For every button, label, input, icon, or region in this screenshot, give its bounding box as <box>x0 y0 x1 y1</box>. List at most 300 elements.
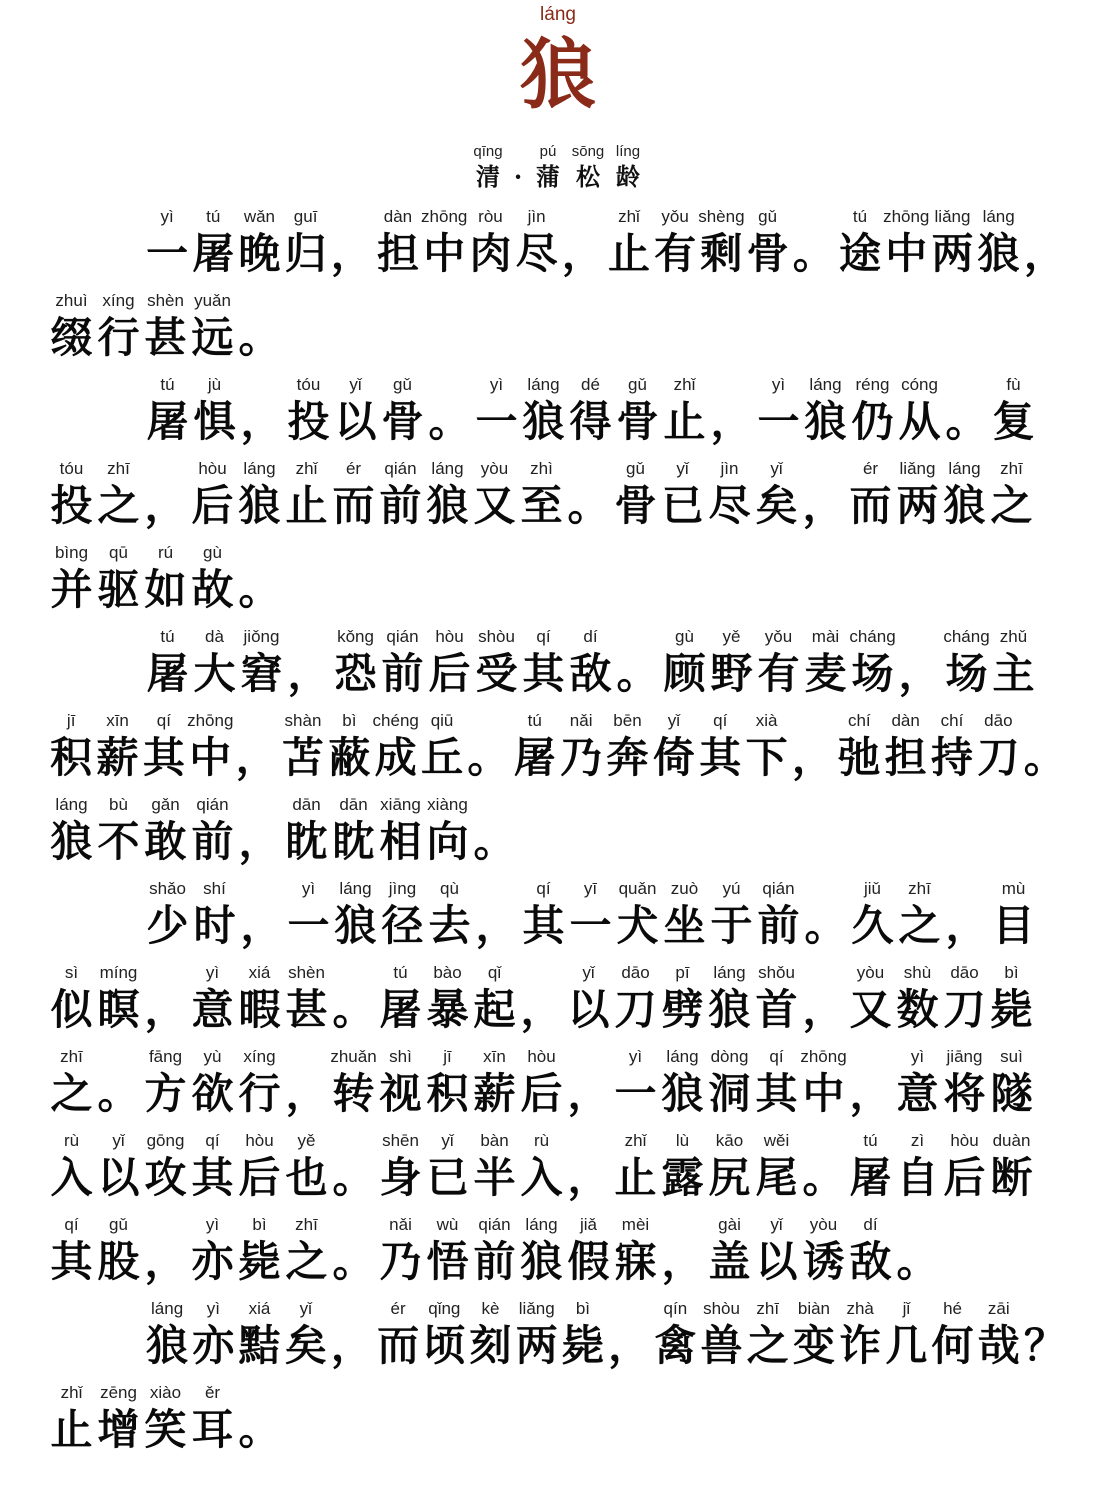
hanzi: 。 <box>332 1153 375 1202</box>
hanzi: 后 <box>238 1153 281 1202</box>
hanzi: 如 <box>144 565 187 614</box>
hanzi: 从 <box>898 397 941 446</box>
hanzi: 以 <box>97 1153 140 1202</box>
pinyin: zhī <box>908 879 931 898</box>
hanzi: 露 <box>661 1153 704 1202</box>
pinyin: nǎi <box>569 711 593 730</box>
punctuation <box>142 961 189 1035</box>
hanzi: 眈 <box>285 817 328 866</box>
poem-line <box>48 1213 1068 1297</box>
hanzi: 顷 <box>423 1321 466 1370</box>
hanzi-with-pinyin <box>48 1213 95 1287</box>
hanzi-with-pinyin <box>518 457 565 531</box>
hanzi-with-pinyin <box>847 457 894 531</box>
hanzi: 坐 <box>663 901 706 950</box>
author-char <box>611 142 645 192</box>
hanzi: 前 <box>379 481 422 530</box>
hanzi-with-pinyin <box>614 877 661 951</box>
hanzi-with-pinyin <box>332 877 379 951</box>
hanzi: 敢 <box>144 817 187 866</box>
hanzi: 增 <box>97 1405 140 1454</box>
hanzi-with-pinyin <box>377 1045 424 1119</box>
pinyin: dāo <box>950 963 979 982</box>
pinyin: dàn <box>891 711 920 730</box>
hanzi-with-pinyin <box>941 457 988 531</box>
hanzi: 屠 <box>849 1153 892 1202</box>
pinyin: jìng <box>388 879 417 898</box>
pinyin: cháng <box>943 627 990 646</box>
hanzi: ， <box>661 1237 704 1286</box>
pinyin: tú <box>527 711 542 730</box>
hanzi: 尽 <box>515 229 558 278</box>
punctuation <box>791 205 837 279</box>
hanzi: 几 <box>885 1321 928 1370</box>
poem-title: 狼 <box>520 30 596 119</box>
punctuation <box>943 877 990 951</box>
hanzi: 敌 <box>569 649 612 698</box>
hanzi-with-pinyin <box>612 1045 659 1119</box>
pinyin: hé <box>943 1299 963 1318</box>
pinyin: guī <box>293 207 318 226</box>
hanzi: 悟 <box>426 1237 469 1286</box>
hanzi: 场 <box>851 649 894 698</box>
hanzi-with-pinyin <box>142 289 189 363</box>
pinyin: xīn <box>106 711 129 730</box>
author-hanzi: 龄 <box>616 162 640 191</box>
hanzi: 亦 <box>191 1237 234 1286</box>
pinyin: fāng <box>148 1047 183 1066</box>
pinyin: yì <box>489 375 504 394</box>
hanzi-with-pinyin <box>236 1129 283 1203</box>
hanzi: ， <box>238 817 281 866</box>
hanzi: 以 <box>755 1237 798 1286</box>
hanzi: 仍 <box>851 397 894 446</box>
hanzi-with-pinyin <box>941 961 988 1035</box>
hanzi-with-pinyin <box>426 877 473 951</box>
pinyin: xiàng <box>427 795 468 814</box>
hanzi: 已 <box>426 1153 469 1202</box>
pinyin: yì <box>206 1299 220 1318</box>
pinyin: yòu <box>856 963 885 982</box>
hanzi-with-pinyin <box>567 625 614 699</box>
pinyin: réng <box>855 375 890 394</box>
hanzi: ， <box>608 1321 651 1370</box>
pinyin: qí <box>536 627 551 646</box>
pinyin: tóu <box>296 375 321 394</box>
poem-line <box>48 457 1068 541</box>
hanzi-with-pinyin <box>375 205 421 279</box>
pinyin: shèn <box>147 291 184 310</box>
pinyin: zuò <box>670 879 699 898</box>
pinyin: láng <box>809 375 842 394</box>
hanzi: 主 <box>992 649 1035 698</box>
hanzi: 诱 <box>802 1237 845 1286</box>
pinyin: gǔ <box>758 207 778 226</box>
pinyin: zhǐ <box>295 459 318 478</box>
hanzi: 投 <box>287 397 330 446</box>
hanzi: ？ <box>1023 1321 1066 1370</box>
hanzi: 似 <box>50 985 93 1034</box>
hanzi-with-pinyin <box>142 541 189 615</box>
author-hanzi: · <box>513 162 523 191</box>
hanzi-with-pinyin <box>520 373 567 447</box>
hanzi-with-pinyin <box>144 205 190 279</box>
hanzi-with-pinyin <box>800 1045 847 1119</box>
pinyin: shǒu <box>758 963 795 982</box>
hanzi: 狼 <box>146 1321 189 1370</box>
hanzi-with-pinyin <box>929 1297 975 1371</box>
hanzi-with-pinyin <box>706 457 753 531</box>
hanzi: 亦 <box>192 1321 235 1370</box>
hanzi: 。 <box>473 817 516 866</box>
pinyin: láng <box>948 459 981 478</box>
hanzi-with-pinyin <box>236 457 283 531</box>
pinyin: jiǎ <box>579 1215 597 1234</box>
hanzi: 野 <box>710 649 753 698</box>
pinyin: dí <box>863 1215 878 1234</box>
hanzi: 苫 <box>281 733 324 782</box>
pinyin: zhī <box>756 1299 780 1318</box>
pinyin: zāi <box>987 1299 1010 1318</box>
hanzi: 并 <box>50 565 93 614</box>
hanzi-with-pinyin <box>379 877 426 951</box>
pinyin: gǔ <box>626 459 645 478</box>
pinyin: qián <box>478 1215 511 1234</box>
pinyin: chí <box>847 711 871 730</box>
hanzi: 将 <box>943 1069 986 1118</box>
hanzi: ， <box>144 985 187 1034</box>
hanzi-with-pinyin <box>377 793 424 867</box>
pinyin: láng <box>431 459 464 478</box>
hanzi: 场 <box>945 649 988 698</box>
hanzi-with-pinyin <box>514 205 560 279</box>
pinyin: yǐ <box>770 459 783 478</box>
pinyin: yǐ <box>441 1131 454 1150</box>
pinyin: zhì <box>530 459 553 478</box>
hanzi: 何 <box>931 1321 974 1370</box>
hanzi-with-pinyin <box>988 457 1035 531</box>
punctuation <box>329 205 375 279</box>
hanzi-with-pinyin <box>791 1297 837 1371</box>
pinyin: shèng <box>698 207 745 226</box>
pinyin: bì <box>575 1299 591 1318</box>
hanzi: 兽 <box>700 1321 743 1370</box>
hanzi: 屠 <box>513 733 556 782</box>
hanzi: 隧 <box>990 1069 1033 1118</box>
punctuation <box>473 877 520 951</box>
hanzi: 中 <box>802 1069 845 1118</box>
pinyin: liǎng <box>934 207 971 226</box>
hanzi: 去 <box>428 901 471 950</box>
hanzi: 狼 <box>943 481 986 530</box>
pinyin: zhōng <box>800 1047 847 1066</box>
hanzi-with-pinyin <box>424 793 471 867</box>
hanzi-with-pinyin <box>753 457 800 531</box>
pinyin: xià <box>755 711 778 730</box>
hanzi: 积 <box>426 1069 469 1118</box>
pinyin: tú <box>863 1131 878 1150</box>
hanzi: 惧 <box>193 397 236 446</box>
pinyin: yǐ <box>770 1215 783 1234</box>
hanzi-with-pinyin <box>283 1213 330 1287</box>
pinyin: láng <box>666 1047 699 1066</box>
hanzi: 甚 <box>285 985 328 1034</box>
pinyin: gù <box>203 543 222 562</box>
pinyin: yòu <box>480 459 509 478</box>
hanzi: ， <box>567 1153 610 1202</box>
hanzi: 薪 <box>96 733 139 782</box>
hanzi: 倚 <box>652 733 695 782</box>
hanzi-with-pinyin <box>976 205 1022 279</box>
hanzi-with-pinyin <box>651 709 697 783</box>
pinyin: kāo <box>715 1131 744 1150</box>
pinyin: qí <box>713 711 728 730</box>
hanzi: 屠 <box>146 397 189 446</box>
pinyin: láng <box>55 795 88 814</box>
hanzi-with-pinyin <box>471 1213 518 1287</box>
pinyin: ér <box>390 1299 406 1318</box>
pinyin: qín <box>663 1299 688 1318</box>
hanzi: 狼 <box>522 397 565 446</box>
hanzi-with-pinyin <box>518 1129 565 1203</box>
hanzi-with-pinyin <box>883 205 929 279</box>
pinyin: yǐ <box>676 459 689 478</box>
punctuation <box>236 541 283 615</box>
hanzi-with-pinyin <box>48 541 95 615</box>
hanzi-with-pinyin <box>659 961 706 1035</box>
punctuation <box>1022 205 1068 279</box>
hanzi-with-pinyin <box>698 1297 744 1371</box>
pinyin: hòu <box>435 627 464 646</box>
hanzi: 有 <box>757 649 800 698</box>
pinyin: zhī <box>295 1215 318 1234</box>
hanzi-with-pinyin <box>375 1297 421 1371</box>
hanzi: ， <box>240 901 283 950</box>
hanzi: ， <box>1023 229 1066 278</box>
pinyin: jiǒng <box>243 627 280 646</box>
hanzi-with-pinyin <box>612 457 659 531</box>
hanzi-with-pinyin <box>421 1297 467 1371</box>
hanzi: 又 <box>849 985 892 1034</box>
hanzi-with-pinyin <box>706 961 753 1035</box>
hanzi-with-pinyin <box>189 961 236 1035</box>
pinyin: xiāng <box>380 795 421 814</box>
hanzi-with-pinyin <box>753 961 800 1035</box>
pinyin: yòu <box>809 1215 838 1234</box>
hanzi-with-pinyin <box>606 205 652 279</box>
hanzi: 寐 <box>614 1237 657 1286</box>
hanzi-with-pinyin <box>377 1129 424 1203</box>
hanzi-with-pinyin <box>142 1129 189 1203</box>
hanzi-with-pinyin <box>661 877 708 951</box>
hanzi: ， <box>330 1321 373 1370</box>
pinyin: suì <box>1000 1047 1023 1066</box>
hanzi-with-pinyin <box>419 709 465 783</box>
hanzi: 途 <box>838 229 881 278</box>
pinyin: cháng <box>849 627 896 646</box>
pinyin: hòu <box>198 459 227 478</box>
hanzi: ， <box>710 397 753 446</box>
hanzi: ， <box>561 229 604 278</box>
hanzi-with-pinyin <box>94 709 140 783</box>
poem-line <box>144 373 1068 457</box>
hanzi-with-pinyin <box>285 373 332 447</box>
hanzi-with-pinyin <box>565 1213 612 1287</box>
hanzi: 晚 <box>238 229 281 278</box>
hanzi: 乃 <box>379 1237 422 1286</box>
hanzi: 有 <box>654 229 697 278</box>
hanzi-with-pinyin <box>894 1129 941 1203</box>
punctuation <box>518 961 565 1035</box>
hanzi: 后 <box>191 481 234 530</box>
hanzi-with-pinyin <box>849 373 896 447</box>
hanzi-with-pinyin <box>941 1045 988 1119</box>
hanzi-with-pinyin <box>421 205 467 279</box>
hanzi: 奔 <box>606 733 649 782</box>
poem-line <box>48 1381 1068 1465</box>
pinyin: qián <box>762 879 795 898</box>
hanzi: 半 <box>473 1153 516 1202</box>
hanzi: 行 <box>238 1069 281 1118</box>
hanzi-with-pinyin <box>659 457 706 531</box>
hanzi: 后 <box>428 649 471 698</box>
hanzi-with-pinyin <box>612 961 659 1035</box>
poem-line <box>48 541 1068 625</box>
hanzi: 剩 <box>700 229 743 278</box>
punctuation <box>800 961 847 1035</box>
hanzi: 一 <box>475 397 518 446</box>
hanzi-with-pinyin <box>467 1297 513 1371</box>
hanzi-with-pinyin <box>326 709 372 783</box>
hanzi-with-pinyin <box>283 793 330 867</box>
hanzi-with-pinyin <box>191 373 238 447</box>
hanzi: 眈 <box>332 817 375 866</box>
hanzi-with-pinyin <box>48 709 94 783</box>
hanzi: 入 <box>50 1153 93 1202</box>
hanzi-with-pinyin <box>800 1213 847 1287</box>
hanzi: 之 <box>285 1237 328 1286</box>
hanzi: 敌 <box>849 1237 892 1286</box>
hanzi: 刻 <box>469 1321 512 1370</box>
hanzi: 担 <box>376 229 419 278</box>
pinyin: shì <box>389 1047 412 1066</box>
hanzi-with-pinyin <box>753 1213 800 1287</box>
pinyin: mài <box>811 627 840 646</box>
punctuation <box>285 625 332 699</box>
hanzi: 数 <box>896 985 939 1034</box>
hanzi: 后 <box>520 1069 563 1118</box>
hanzi-with-pinyin <box>745 1297 791 1371</box>
pinyin: qí <box>64 1215 79 1234</box>
pinyin: wù <box>436 1215 459 1234</box>
pinyin: tú <box>393 963 408 982</box>
poem-line <box>48 961 1068 1045</box>
hanzi-with-pinyin <box>471 1129 518 1203</box>
hanzi-with-pinyin <box>377 961 424 1035</box>
hanzi-with-pinyin <box>975 709 1021 783</box>
hanzi: 毙 <box>990 985 1033 1034</box>
hanzi-with-pinyin <box>144 373 191 447</box>
hanzi-with-pinyin <box>943 625 990 699</box>
pinyin: yì <box>628 1047 643 1066</box>
pinyin: hòu <box>527 1047 556 1066</box>
hanzi: 自 <box>896 1153 939 1202</box>
hanzi-with-pinyin <box>520 625 567 699</box>
hanzi: 两 <box>515 1321 558 1370</box>
pinyin: dān <box>339 795 368 814</box>
pinyin: cóng <box>901 375 938 394</box>
hanzi: 之 <box>746 1321 789 1370</box>
punctuation <box>560 205 606 279</box>
hanzi: 积 <box>50 733 93 782</box>
hanzi-with-pinyin <box>659 1129 706 1203</box>
hanzi: 矣 <box>284 1321 327 1370</box>
pinyin: liǎng <box>518 1299 555 1318</box>
hanzi-with-pinyin <box>849 625 896 699</box>
pinyin: kǒng <box>337 627 374 646</box>
hanzi-with-pinyin <box>424 1129 471 1203</box>
hanzi: 之 <box>97 481 140 530</box>
hanzi-with-pinyin <box>283 961 330 1035</box>
hanzi: 变 <box>792 1321 835 1370</box>
hanzi: 哉 <box>977 1321 1020 1370</box>
hanzi: 故 <box>191 565 234 614</box>
hanzi-with-pinyin <box>990 625 1037 699</box>
hanzi: 身 <box>379 1153 422 1202</box>
hanzi: 止 <box>614 1153 657 1202</box>
hanzi: 之 <box>990 481 1033 530</box>
pinyin: rù <box>63 1131 80 1150</box>
hanzi-with-pinyin <box>95 457 142 531</box>
hanzi-with-pinyin <box>48 1129 95 1203</box>
hanzi: 毙 <box>238 1237 281 1286</box>
pinyin: yǐ <box>667 711 680 730</box>
hanzi: 。 <box>1023 733 1066 782</box>
hanzi: 也 <box>285 1153 328 1202</box>
pinyin: qiū <box>430 711 454 730</box>
poem-line <box>48 1045 1068 1129</box>
pinyin: zhōng <box>883 207 930 226</box>
hanzi: ， <box>802 985 845 1034</box>
pinyin: jī <box>443 1047 452 1066</box>
hanzi-with-pinyin <box>142 1381 189 1455</box>
hanzi: 甚 <box>144 313 187 362</box>
pinyin: tú <box>160 375 175 394</box>
hanzi: 相 <box>379 817 422 866</box>
hanzi: 担 <box>884 733 927 782</box>
hanzi: 屠 <box>379 985 422 1034</box>
punctuation <box>800 457 847 531</box>
hanzi: 止 <box>285 481 328 530</box>
pinyin: tú <box>160 627 175 646</box>
hanzi: 。 <box>332 1237 375 1286</box>
hanzi: 后 <box>943 1153 986 1202</box>
pinyin: yī <box>583 879 598 898</box>
hanzi: ， <box>287 649 330 698</box>
pinyin: dòng <box>710 1047 749 1066</box>
pinyin: yù <box>203 1047 222 1066</box>
pinyin: dāo <box>621 963 650 982</box>
punctuation <box>1022 709 1068 783</box>
hanzi: 。 <box>332 985 375 1034</box>
pinyin: zhǐ <box>673 375 696 394</box>
punctuation <box>465 709 511 783</box>
hanzi-with-pinyin <box>708 625 755 699</box>
punctuation <box>659 1213 706 1287</box>
punctuation <box>236 793 283 867</box>
pinyin: rú <box>157 543 174 562</box>
hanzi: 受 <box>475 649 518 698</box>
